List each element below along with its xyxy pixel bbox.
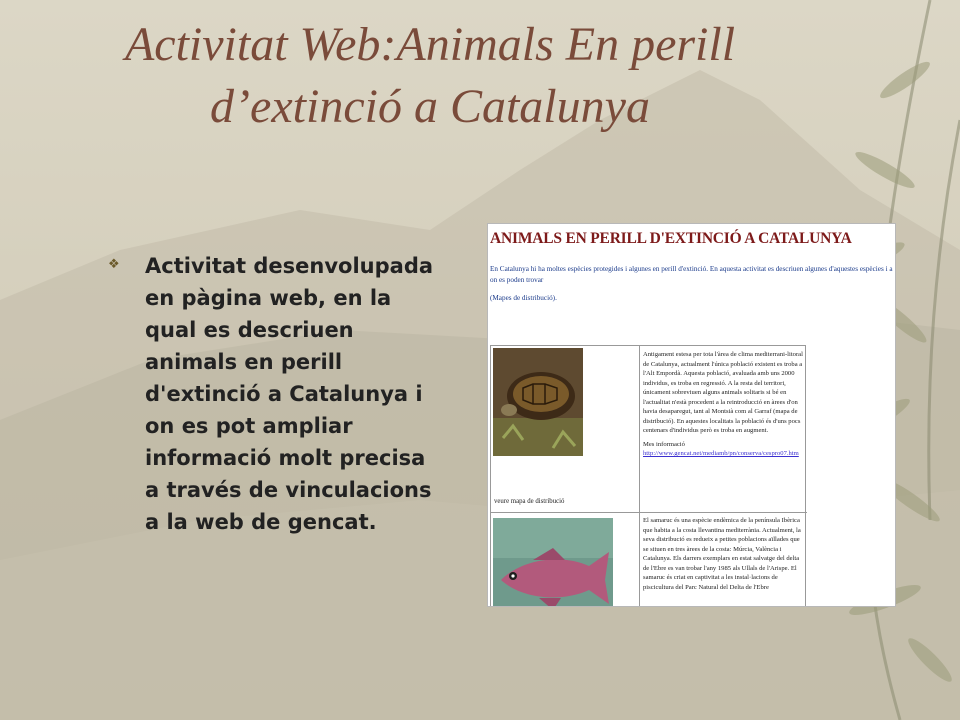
tortoise-image <box>493 348 583 456</box>
fish-image <box>493 518 613 607</box>
table-row-divider <box>491 512 807 513</box>
species-table <box>490 345 806 607</box>
bullet-text: Activitat desenvolupada en pàgina web, en la qual es descriuen animals en perill d'extinció a Catalunya i on es pot ampliar informació molt precisa a través de vinculacions a la web de gencat. <box>145 254 434 534</box>
webpage-heading: ANIMALS EN PERILL D'EXTINCIÓ A CATALUNYA <box>490 230 852 247</box>
species-2-description: El samaruc és una espècie endèmica de la península Ibèrica que habita a la costa llevantina mediterrània. Actualment, la seva distribució es redueix a petites poblacions aïllades que se situen en tres àrees de la costa: Múrcia, València i Catalunya. Els darrers exemplars en estat salvatge del delta de l'Ebre es van trobar l'any 1985 als Ullals de l'Arispe. El samaruc és criat en captivitat a les instal·lacions de piscicultura del Parc Natural del Delta de l'Ebre <box>643 517 801 591</box>
slide-title-line-1: Activitat Web:Animals En perill <box>124 18 736 71</box>
webpage-intro: En Catalunya hi ha moltes espècies protegides i algunes en perill d'extinció. En aquesta activitat es descriuen algunes d'aquestes espècies i a on es poden trovar <box>490 265 893 284</box>
slide-title-line-2: d’extinció a Catalunya <box>210 80 650 133</box>
table-column-divider <box>639 346 640 607</box>
webpage-maps-link: (Mapes de distribució). <box>490 294 557 302</box>
webpage-screenshot <box>487 223 896 607</box>
slide-title <box>20 14 840 138</box>
more-info-label: Mes informació <box>643 440 685 448</box>
species-1-description <box>643 350 803 459</box>
species-1-text: Antigament estesa per tota l'àrea de clima mediterrani-litoral de Catalunya, actualment l'única població existent es troba a l'Alt Empordà. Aquesta població, avaluada amb uns 2000 individus, es troba en regressió. A la resta del territori, únicament sobreviuen alguns animals solitaris si bé en l'actualitat n'està procedent a la reintroducció en àrees d'on havia desaparegut, tant al Montsià com al Garraf (mapa de distribució). En aquestes localitats la població és d'uns pocs centenars d'individus però es troba en augment. <box>643 351 803 434</box>
diamond-bullet-icon: ❖ <box>108 257 120 272</box>
gencat-link[interactable]: http://www.gencat.net/mediamb/pn/conserva/cespro07.htm <box>643 450 799 457</box>
distribution-map-link[interactable]: veure mapa de distribució <box>494 498 565 505</box>
